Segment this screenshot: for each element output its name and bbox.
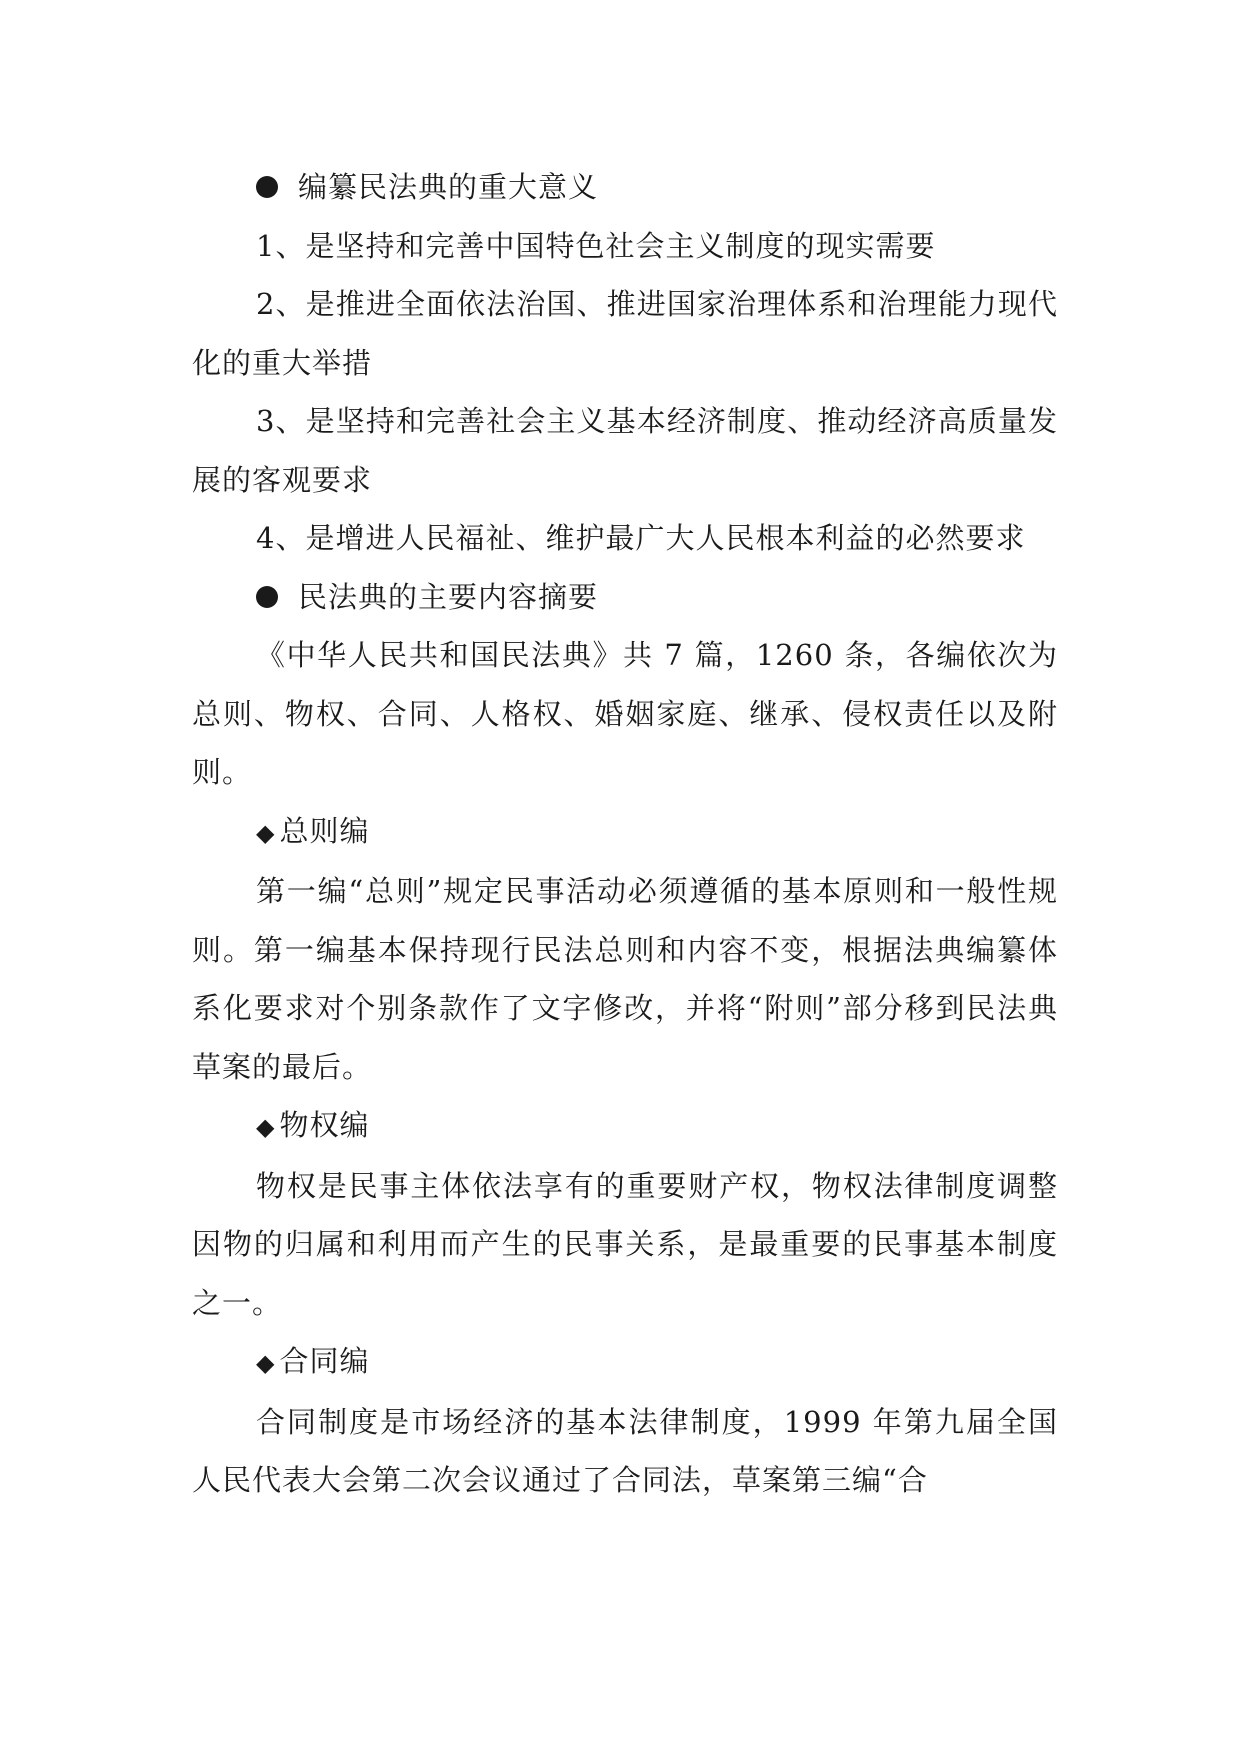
- bullet-circle-icon: [256, 586, 278, 608]
- general-text: 第一编“总则”规定民事活动必须遵循的基本原则和一般性规则。第一编基本保持现行民法总则和内容不变，根据法典编纂体系化要求对个别条款作了文字修改，并将“附则”部分移到民法典草案的最后。: [192, 874, 1058, 1084]
- significance-item-2: 2、是推进全面依法治国、推进国家治理体系和治理能力现代化的重大举措: [192, 287, 1058, 380]
- section-heading-text: 民法典的主要内容摘要: [298, 579, 599, 614]
- subheading-text: 合同编: [279, 1344, 370, 1378]
- subheading-contract: [192, 1332, 1058, 1393]
- contract-text: 合同制度是市场经济的基本法律制度，1999 年第九届全国人民代表大会第二次会议通过了合同法，草案第三编“合: [192, 1404, 1058, 1497]
- subheading-general: [192, 802, 1058, 863]
- property-text: 物权是民事主体依法享有的重要财产权，物权法律制度调整因物的归属和利用而产生的民事关系，是最重要的民事基本制度之一。: [192, 1168, 1058, 1320]
- diamond-icon: ◆: [256, 1113, 276, 1141]
- document-page: [192, 158, 1058, 1510]
- significance-item-1: 1、是坚持和完善中国特色社会主义制度的现实需要: [256, 228, 936, 263]
- section-heading-significance: [192, 158, 1058, 217]
- diamond-icon: ◆: [256, 1349, 276, 1377]
- significance-item-3: 3、是坚持和完善社会主义基本经济制度、推动经济高质量发展的客观要求: [192, 404, 1058, 497]
- subheading-property: [192, 1096, 1058, 1157]
- section-heading-text: 编纂民法典的重大意义: [298, 170, 599, 204]
- diamond-icon: ◆: [256, 818, 276, 847]
- bullet-circle-icon: [256, 176, 278, 198]
- section-heading-summary: [192, 568, 1058, 627]
- subheading-text: 总则编: [279, 813, 370, 848]
- summary-intro: 《中华人民共和国民法典》共 7 篇，1260 条，各编依次为总则、物权、合同、人格权、婚姻家庭、继承、侵权责任以及附则。: [192, 638, 1058, 789]
- subheading-text: 物权编: [279, 1108, 370, 1142]
- significance-item-4: 4、是增进人民福祉、维护最广大人民根本利益的必然要求: [256, 521, 1026, 555]
